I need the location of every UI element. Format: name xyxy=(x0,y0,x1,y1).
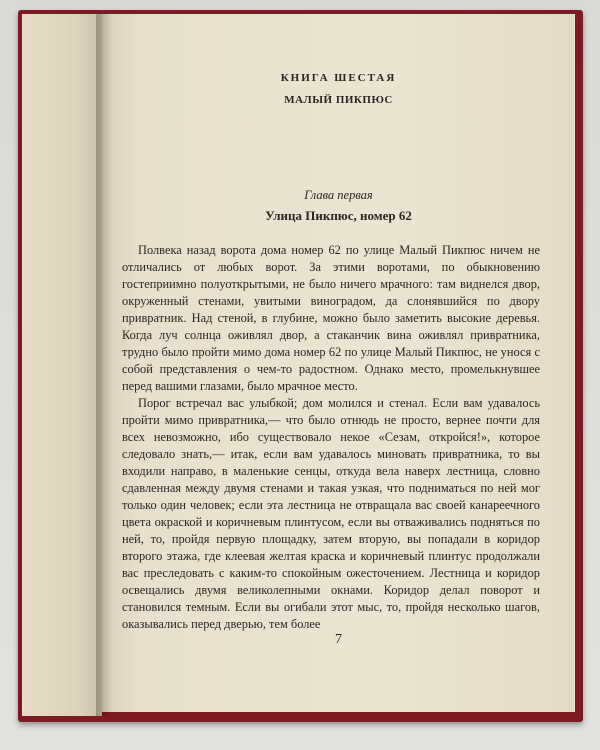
paragraph: Полвека назад ворота дома номер 62 по улице Малый Пикпюс ничем не отличались от любых ворот. За этими воротами, по обыкновению гостеприимно полуоткрытыми, не было ничего мрачного: там виднелся двор, окруженный стенами, увитыми виноградом, да слонявшийся по двору привратник. Над стеной, в глубине, можно было заметить высокие деревья. Когда луч солнца оживлял двор, а стаканчик вина оживлял привратника, трудно было пройти мимо дома номер 62 по улице Малый Пикпюс, не унося с собой представления о чем-то радостном. Однако место, промелькнувшее перед вашими глазами, было мрачное место. xyxy=(122,243,540,393)
book-gutter xyxy=(96,14,112,716)
chapter-title: Улица Пикпюс, номер 62 xyxy=(265,208,412,223)
right-page xyxy=(102,14,575,712)
left-page xyxy=(22,14,102,716)
page-edges xyxy=(569,14,575,712)
chapter-label: Глава первая xyxy=(304,188,373,202)
body-text xyxy=(122,242,540,633)
part-title: МАЛЫЙ ПИКПЮС xyxy=(284,94,393,106)
paragraph: Порог встречал вас улыбкой; дом молился и стенал. Если вам удавалось пройти мимо привратника,— что было отнюдь не просто, вернее почти для всех невозможно, ибо существовало некое «Сезам, откройся!», которое следовало знать,— итак, если вам удавалось миновать привратника, то вы входили направо, в маленькие сенцы, откуда вела наверх лестница, словно сдавленная между двумя стенами и такая узкая, что подниматься по ней мог только один человек; если эта лестница не отвращала вас своей канареечного цвета окраской и коричневым плинтусом, если вы отваживались подняться по ней, то, пройдя первую площадку, затем вторую, вы попадали в коридор второго этажа, где клеевая желтая краска и коричневый плинтус продолжали вас преследовать с каким-то спокойным ожесточением. Лестница и коридор освещались двумя великолепными окнами. Коридор делал поворот и становился темным. Если вы огибали этот мыс, то, пройдя несколько шагов, оказывались перед дверью, тем более xyxy=(122,396,540,631)
book-title: КНИГА ШЕСТАЯ xyxy=(280,72,397,84)
page-number: 7 xyxy=(335,632,342,647)
